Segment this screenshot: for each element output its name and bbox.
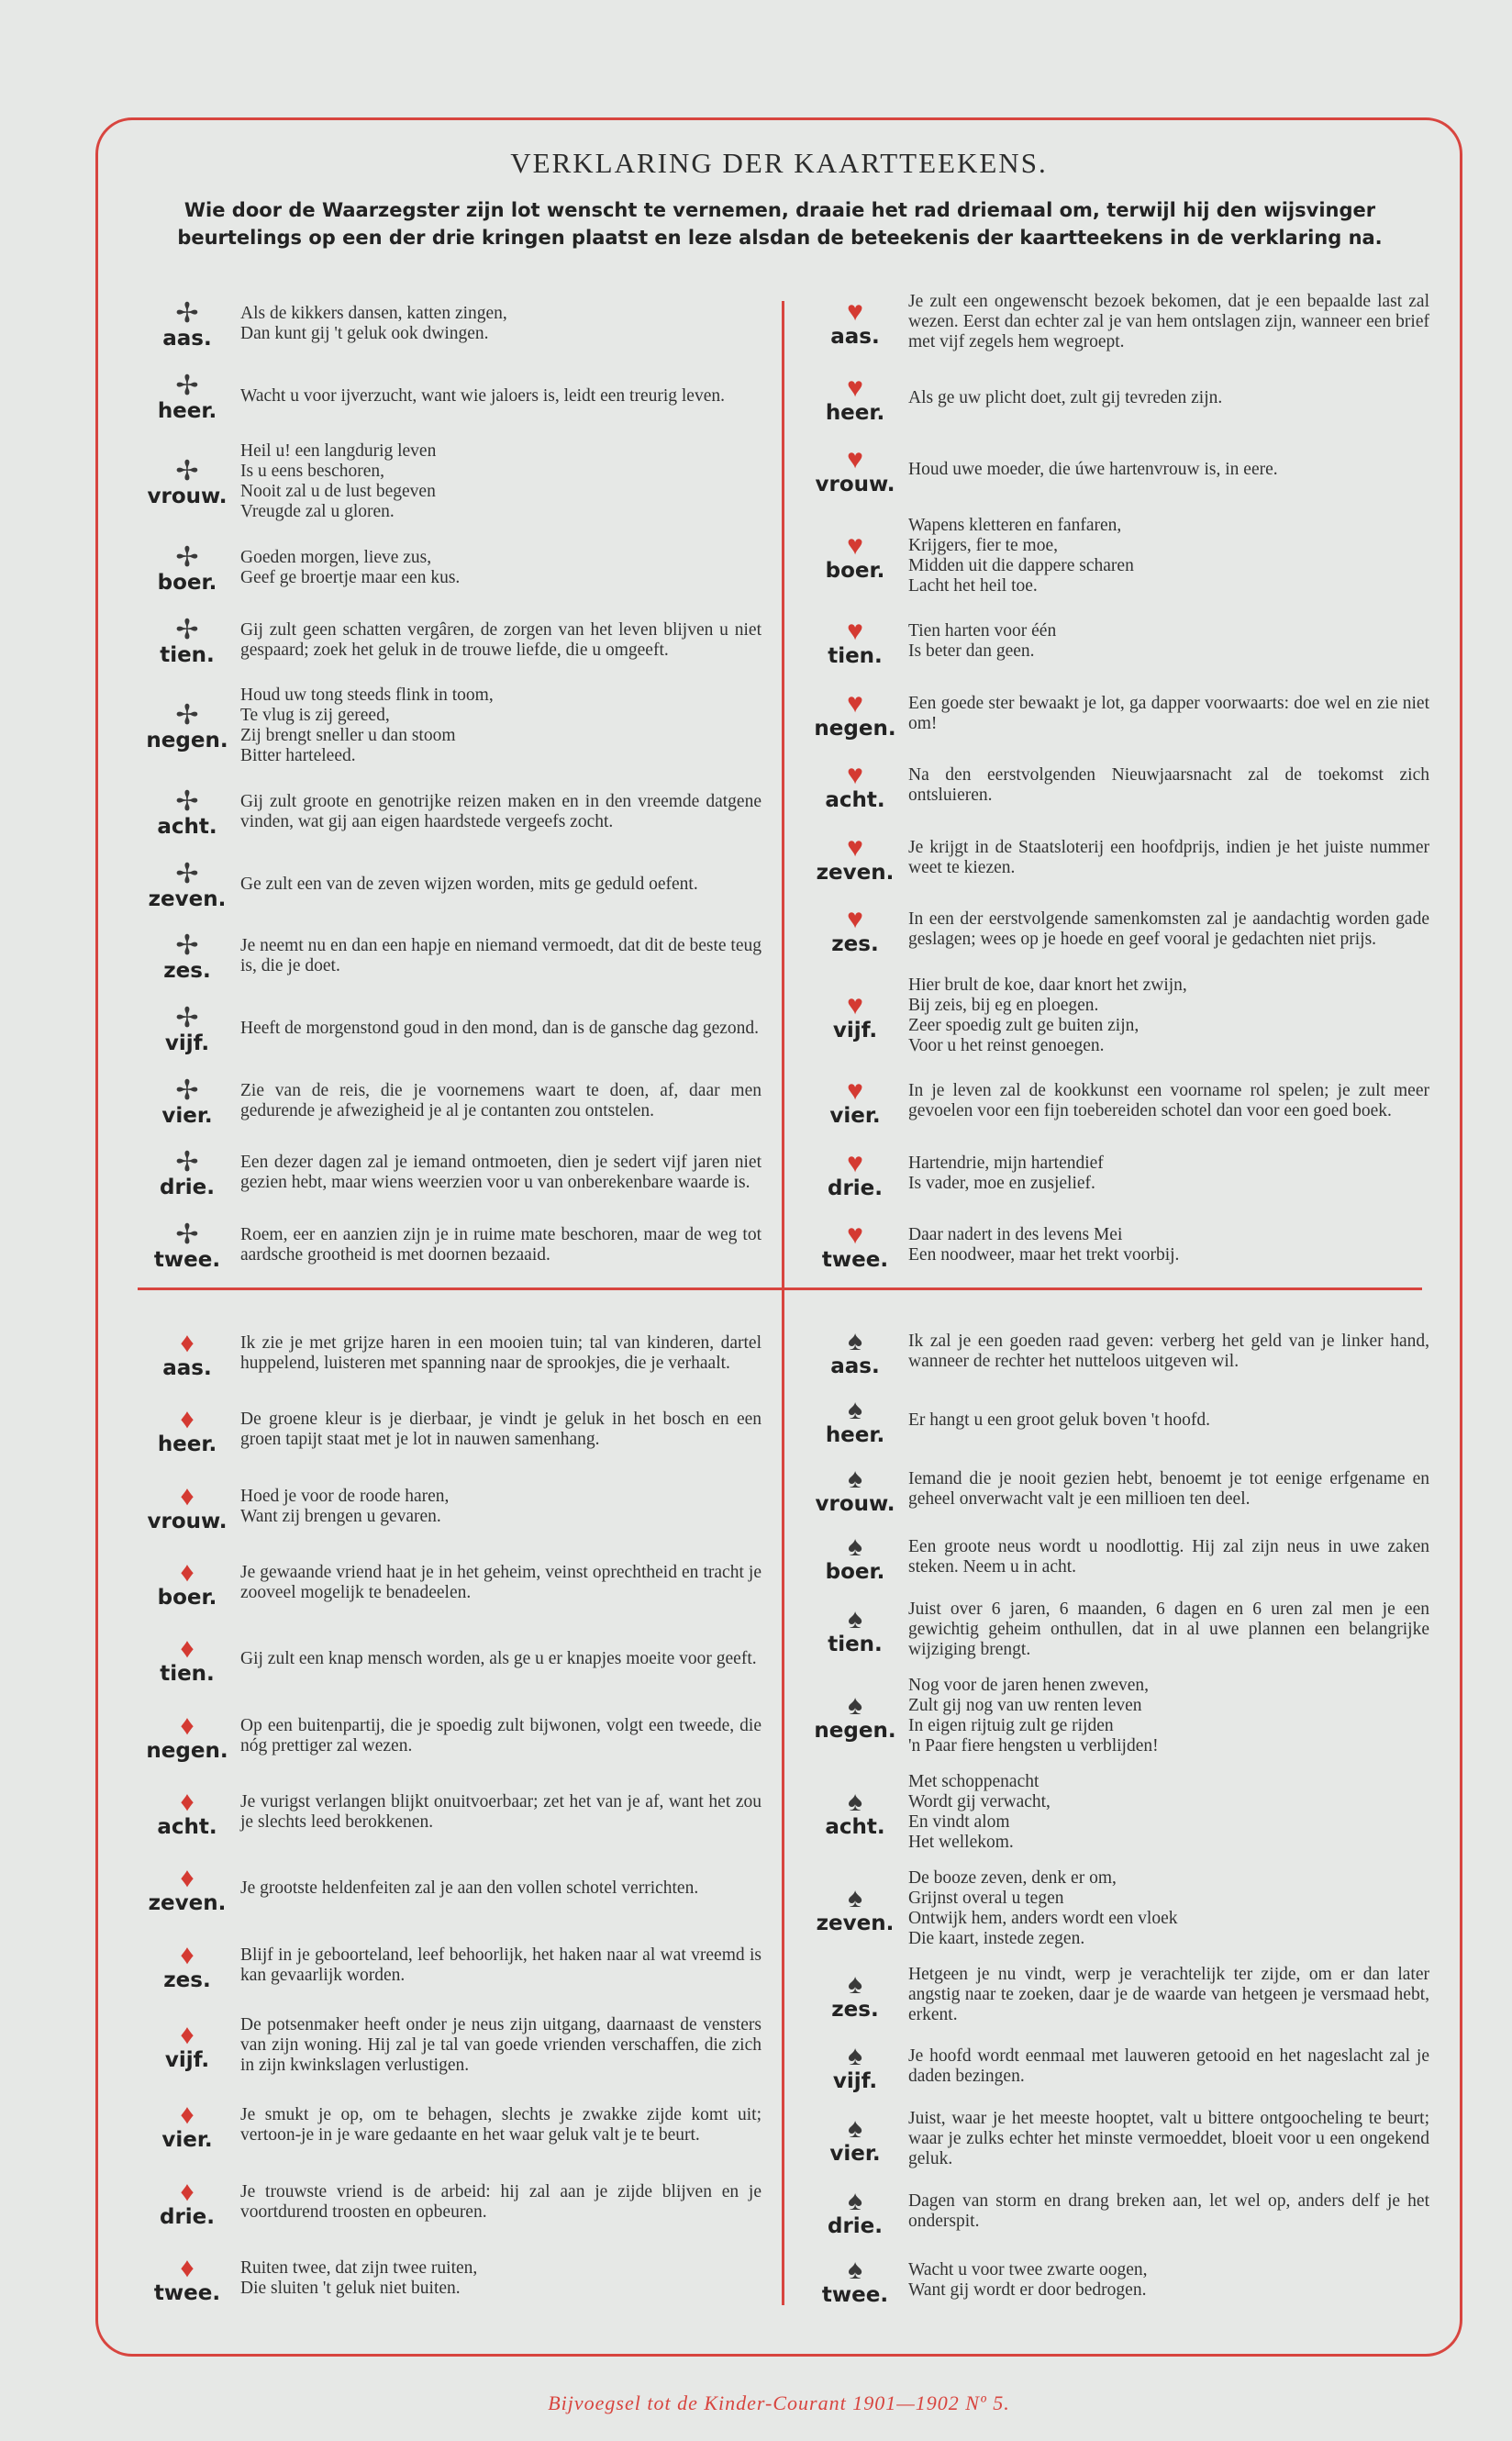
diamonds-icon: ♦ — [180, 2100, 195, 2131]
spades-entry — [806, 1676, 1429, 1756]
page-footer: Bijvoegsel tot de Kinder-Courant 1901—1902 Nº 5. — [548, 2391, 1010, 2414]
fortune-text: Heeft de morgenstond goud in den mond, dan is de gansche dag gezond. — [240, 1018, 760, 1038]
fortune-text: Als ge uw plicht doet, zult gij tevreden zijn. — [908, 387, 1223, 407]
card-rank: boer. — [157, 1585, 217, 1610]
card-rank: tien. — [160, 1662, 215, 1687]
card-rank: tien. — [828, 1633, 883, 1657]
fortune-text: Er hangt u een groot geluk boven 't hoofd. — [908, 1410, 1210, 1430]
card-rank: vier. — [829, 1104, 881, 1128]
card-rank: boer. — [157, 570, 217, 595]
card-label — [806, 1075, 905, 1128]
diamonds-icon: ♦ — [180, 1328, 195, 1358]
spades-icon: ♠ — [848, 1604, 862, 1635]
hearts-entry — [806, 1075, 1429, 1128]
hearts-entry — [806, 831, 1429, 885]
fortune-text: Je smukt je op, om te behagen, slechts je zwakke zijde komt uit; vertoon-je in je ware gedaante en het waar geluk valt je te beurt. — [240, 2105, 762, 2146]
fortune-text: Hier brult de koe, daar knort het zwijn, Bij zeis, bij eg en ploegen. Zeer spoedig zult ge buiten zijn, Voor u het reinst genoegen. — [908, 975, 1187, 1055]
card-rank: drie. — [827, 2214, 884, 2239]
card-label — [138, 1710, 237, 1763]
fortune-text: Hoed je voor de roode haren, Want zij brengen u gevaren. — [240, 1486, 450, 1526]
fortune-text: Op een buitenpartij, die je spoedig zult bijwonen, volgt een tweede, die nóg prettiger zal wezen. — [240, 1715, 762, 1756]
fortune-text: Blijf in je geboorteland, leef behoorlijk, het haken naar al wat vreemd is kan gevaarlijk worden. — [240, 1945, 762, 1985]
diamonds-entry — [138, 1786, 762, 1839]
row-divider — [138, 1287, 1422, 1290]
card-rank: vier. — [161, 2128, 213, 2153]
spades-entry — [806, 2185, 1429, 2238]
clubs-entry — [138, 786, 762, 839]
card-rank: drie. — [159, 1176, 216, 1200]
card-rank: aas. — [830, 1354, 880, 1378]
card-label — [806, 529, 905, 583]
diamonds-icon: ♦ — [180, 1404, 195, 1435]
card-label — [138, 1862, 237, 1915]
card-rank: tien. — [160, 642, 215, 667]
diamonds-entry — [138, 1710, 762, 1763]
card-label — [806, 1325, 905, 1378]
card-rank: twee. — [821, 2282, 889, 2307]
fortune-text: Als de kikkers dansen, katten zingen, Dan kunt gij 't geluk ook dwingen. — [240, 304, 507, 343]
clubs-entry — [138, 370, 762, 423]
fortune-text: Nog voor de jaren henen zweven, Zult gij nog van uw renten leven In eigen rijtuig zult ge rijden 'n Paar fiere hengsten u verblijden! — [908, 1676, 1159, 1756]
hearts-icon: ♥ — [847, 760, 863, 790]
clubs-icon: ✢ — [175, 1002, 199, 1033]
clubs-icon: ✢ — [175, 858, 199, 889]
fortune-text: Goeden morgen, lieve zus, Geef ge broertje maar een kus. — [240, 547, 461, 587]
spades-icon: ♠ — [848, 1326, 862, 1356]
diamonds-icon: ♦ — [180, 1786, 195, 1817]
fortune-text: Je krijgt in de Staatsloterij een hoofdprijs, indien je het juiste nummer weet te kiezen. — [908, 837, 1429, 877]
card-label — [806, 903, 905, 956]
fortune-text: In een der eerstvolgende samenkomsten zal je aandachtig worden gade geslagen; wees op je hoede en geef vooral je gedachten niet prijs. — [908, 909, 1429, 949]
hearts-icon: ♥ — [847, 687, 863, 719]
spades-entry — [806, 1868, 1429, 1949]
fortune-text: Gij zult een knap mensch worden, als ge u er knapjes moeite voor geeft. — [240, 1649, 757, 1669]
card-label — [138, 2252, 237, 2305]
hearts-entry — [806, 372, 1429, 425]
spades-entry — [806, 1965, 1429, 2025]
spades-entry — [806, 1325, 1429, 1378]
card-label — [138, 614, 237, 667]
hearts-icon: ♥ — [847, 372, 863, 403]
spades-entry — [806, 2040, 1429, 2093]
card-label — [806, 687, 905, 741]
card-label — [806, 2040, 905, 2093]
clubs-icon: ✢ — [175, 370, 199, 401]
card-rank: acht. — [157, 814, 217, 839]
card-rank: twee. — [821, 1248, 889, 1272]
fortune-text: Juist, waar je het meeste hooptet, valt u bittere ontgoocheling te beurt; waar je zulks echter het minste vermoeddet, bloeit voor u een ongekend geluk. — [908, 2109, 1429, 2169]
card-rank: vier. — [829, 2142, 881, 2167]
clubs-icon: ✢ — [175, 1147, 199, 1178]
card-rank: heer. — [825, 400, 885, 425]
card-rank: twee. — [153, 2280, 221, 2305]
fortune-text: Je zult een ongewenscht bezoek bekomen, dat je een bepaalde last zal wezen. Eerst dan echter zal je van hem ontslagen zijn, wanneer een brief met vijf zegels hem wegroept. — [908, 292, 1429, 351]
fortune-text: Je vurigst verlangen blijkt onuitvoerbaar; zet het van je af, want het zou je slechts leed berokkenen. — [240, 1791, 762, 1832]
diamonds-entry — [138, 1862, 762, 1915]
clubs-entry — [138, 1075, 762, 1128]
spades-entry — [806, 1463, 1429, 1516]
card-label — [138, 2099, 237, 2152]
fortune-text: Na den eerstvolgenden Nieuwjaarsnacht zal de toekomst zich ontsluieren. — [908, 765, 1429, 805]
spades-icon: ♠ — [848, 2041, 862, 2072]
fortune-text: Ik zal je een goeden raad geven: verberg het geld van je linker hand, wanneer de rechter het nutteloos uitgeven wil. — [908, 1332, 1429, 1371]
fortune-text: Zie van de reis, die je voornemens waart te doen, af, daar men gedurende je afwezigheid je al je contanten zou ontstelen. — [240, 1080, 762, 1120]
card-rank: zeven. — [816, 1911, 895, 1935]
spades-icon: ♠ — [848, 1882, 862, 1913]
fortune-text: Wapens kletteren en fanfaren, Krijgers, fier te moe, Midden uit die dappere scharen Lacht het heil toe. — [908, 515, 1134, 596]
clubs-entry — [138, 441, 762, 522]
diamonds-icon: ♦ — [180, 1480, 195, 1511]
card-rank: zes. — [831, 932, 879, 956]
clubs-icon: ✢ — [175, 786, 199, 817]
card-rank: aas. — [830, 325, 880, 349]
spades-entry — [806, 2254, 1429, 2307]
diamonds-entry — [138, 1480, 762, 1533]
card-rank: heer. — [157, 398, 217, 423]
card-label — [138, 1327, 237, 1380]
card-label — [806, 1882, 905, 1935]
card-label — [806, 295, 905, 349]
card-label — [806, 2112, 905, 2166]
clubs-entry — [138, 541, 762, 595]
fortune-text: Hartendrie, mijn hartendief Is vader, moe en zusjelief. — [908, 1153, 1104, 1193]
spades-entry — [806, 2109, 1429, 2169]
clubs-entry — [138, 858, 762, 911]
diamonds-icon: ♦ — [180, 2252, 195, 2283]
clubs-icon: ✢ — [175, 700, 199, 731]
card-rank: acht. — [157, 1814, 217, 1839]
card-label — [138, 455, 237, 508]
hearts-entry — [806, 975, 1429, 1056]
spades-icon: ♠ — [848, 1968, 862, 2000]
clubs-entry — [138, 297, 762, 351]
clubs-icon: ✢ — [175, 456, 199, 487]
card-label — [806, 372, 905, 425]
clubs-icon: ✢ — [175, 931, 199, 962]
card-label — [806, 831, 905, 885]
hearts-icon: ♥ — [847, 1147, 863, 1178]
card-label — [806, 2185, 905, 2238]
spades-icon: ♠ — [848, 1690, 862, 1722]
card-rank: zes. — [831, 1997, 879, 2022]
card-label — [806, 2254, 905, 2307]
hearts-entry — [806, 615, 1429, 668]
diamonds-icon: ♦ — [180, 2176, 195, 2207]
card-label — [138, 297, 237, 351]
fortune-text: In je leven zal de kookkunst een voorname rol spelen; je zult meer gevoelen voor een fijn toebereiden schotel dan voor een goed boek. — [908, 1081, 1429, 1120]
hearts-entry — [806, 1147, 1429, 1200]
card-label — [806, 1147, 905, 1200]
card-rank: vrouw. — [147, 1509, 228, 1533]
diamonds-icon: ♦ — [180, 1633, 195, 1665]
card-rank: negen. — [146, 729, 228, 753]
clubs-entry — [138, 930, 762, 983]
card-rank: vrouw. — [147, 485, 228, 509]
card-rank: zeven. — [148, 1891, 227, 1916]
card-label — [138, 2019, 237, 2072]
card-rank: aas. — [162, 1356, 212, 1380]
fortune-text: Je grootste heldenfeiten zal je aan den vollen schotel verrichten. — [240, 1878, 699, 1899]
card-label — [806, 443, 905, 496]
card-label — [138, 1403, 237, 1456]
card-rank: zeven. — [148, 886, 227, 911]
spades-icon: ♠ — [848, 2186, 862, 2217]
card-label — [138, 370, 237, 423]
card-label — [806, 1463, 905, 1516]
card-label — [138, 699, 237, 752]
card-label — [806, 1531, 905, 1584]
card-rank: acht. — [825, 788, 885, 812]
clubs-section — [138, 297, 762, 1272]
fortune-text: Ge zult een van de zeven wijzen worden, mits ge geduld oefent. — [240, 874, 698, 894]
clubs-entry — [138, 1219, 762, 1272]
card-label — [138, 1146, 237, 1199]
spades-entry — [806, 1772, 1429, 1853]
spades-section — [806, 1325, 1429, 2307]
hearts-entry — [806, 687, 1429, 741]
card-rank: boer. — [825, 1560, 885, 1585]
card-label — [138, 1002, 237, 1055]
hearts-icon: ♥ — [847, 989, 863, 1020]
diamonds-entry — [138, 1939, 762, 1992]
spades-icon: ♠ — [848, 2254, 862, 2285]
clubs-entry — [138, 1146, 762, 1199]
fortune-text: Iemand die je nooit gezien hebt, benoemt je tot eenige erfgename en geheel onverwacht valt je een millioen ten deel. — [908, 1468, 1429, 1509]
hearts-entry — [806, 1219, 1429, 1272]
card-rank: vrouw. — [815, 1491, 895, 1516]
card-label — [138, 786, 237, 839]
diamonds-entry — [138, 1403, 762, 1456]
fortune-text: Hetgeen je nu vindt, werp je verachtelijk ter zijde, om er dan later angstig naar te zoeken, daar je de waarde van hetgeen je versmaad hebt, erkent. — [908, 1964, 1429, 2024]
hearts-icon: ♥ — [847, 616, 863, 646]
card-label — [806, 989, 905, 1042]
card-rank: aas. — [162, 327, 212, 351]
hearts-icon: ♥ — [847, 444, 863, 474]
card-rank: heer. — [157, 1432, 217, 1457]
fortune-text: Je trouwste vriend is de arbeid: hij zal aan je zijde blijven en je voortdurend troosten en opbeuren. — [240, 2181, 762, 2222]
clubs-icon: ✢ — [175, 298, 199, 329]
card-label — [806, 615, 905, 668]
diamonds-entry — [138, 2252, 762, 2305]
fortune-text: Je hoofd wordt eenmaal met lauweren getooid en het nageslacht zal je daden bezingen. — [908, 2046, 1429, 2087]
card-rank: vier. — [161, 1103, 213, 1128]
fortune-text: Gij zult geen schatten vergâren, de zorgen van het leven blijven u niet gespaard; zoek het geluk in de trouwe liefde, die u omgeeft. — [240, 619, 762, 660]
card-rank: tien. — [828, 644, 883, 668]
diamonds-icon: ♦ — [180, 1939, 195, 1970]
fortune-text: Gij zult groote en genotrijke reizen maken en in den vreemde datgene vinden, wat gij aan eigen haardstede vergeefs zocht. — [240, 791, 762, 831]
card-label — [138, 1786, 237, 1839]
fortune-text: Houd uw tong steeds flink in toom, Te vlug is zij gereed, Zij brengt sneller u dan stoom Bitter harteleed. — [240, 685, 494, 766]
hearts-icon: ♥ — [847, 1076, 863, 1106]
card-label — [138, 1939, 237, 1992]
card-label — [138, 541, 237, 595]
spades-icon: ♠ — [848, 2113, 862, 2145]
fortune-text: Een dezer dagen zal je iemand ontmoeten, dien je sedert vijf jaren niet gezien hebt, maar wiens weerzien voor u van onberekenbare waarde is. — [240, 1153, 762, 1193]
diamonds-entry — [138, 1633, 762, 1686]
fortune-text: Juist over 6 jaren, 6 maanden, 6 dagen en 6 uren zal men je een gewichtig geheim onthullen, dat in al uwe plannen een belangrijke wijziging brengt. — [908, 1599, 1429, 1660]
fortune-text: Roem, eer en aanzien zijn je in ruime mate beschoren, maar de weg tot aardsche grootheid is met doornen bezaaid. — [240, 1224, 762, 1265]
clubs-icon: ✢ — [175, 541, 199, 573]
hearts-icon: ♥ — [847, 1220, 863, 1250]
clubs-entry — [138, 614, 762, 667]
hearts-entry — [806, 443, 1429, 496]
hearts-section — [806, 292, 1429, 1272]
card-label — [138, 1556, 237, 1610]
card-rank: heer. — [825, 1422, 885, 1447]
card-rank: zeven. — [816, 860, 895, 885]
fortune-text: Wacht u voor twee zwarte oogen, Want gij wordt er door bedrogen. — [908, 2259, 1148, 2300]
hearts-icon: ♥ — [847, 296, 863, 327]
clubs-icon: ✢ — [175, 1075, 199, 1106]
hearts-entry — [806, 903, 1429, 956]
diamonds-entry — [138, 2015, 762, 2076]
fortune-text: Ruiten twee, dat zijn twee ruiten, Die sluiten 't geluk niet buiten. — [240, 2257, 478, 2298]
spades-icon: ♠ — [848, 1463, 862, 1494]
diamonds-entry — [138, 1556, 762, 1610]
card-label — [138, 858, 237, 911]
diamonds-icon: ♦ — [180, 1556, 195, 1588]
hearts-entry — [806, 292, 1429, 352]
card-rank: negen. — [814, 716, 896, 741]
card-label — [138, 930, 237, 983]
card-label — [806, 1968, 905, 2022]
hearts-icon: ♥ — [847, 831, 863, 863]
fortune-text: Daar nadert in des levens Mei Een noodweer, maar het trekt voorbij. — [908, 1225, 1180, 1265]
fortune-text: De booze zeven, denk er om, Grijnst overal u tegen Ontwijk hem, anders wordt een vloek Die kaart, instede zegen. — [908, 1867, 1178, 1948]
spades-entry — [806, 1599, 1429, 1660]
card-rank: zes. — [163, 1967, 211, 1992]
hearts-icon: ♥ — [847, 904, 863, 934]
card-rank: vijf. — [164, 2047, 210, 2072]
fortune-text: Een groote neus wordt u noodlottig. Hij zal zijn neus in uwe zaken steken. Neem u in acht. — [908, 1537, 1429, 1577]
diamonds-section — [138, 1327, 762, 2305]
card-rank: acht. — [825, 1814, 885, 1839]
spades-entry — [806, 1394, 1429, 1447]
card-label — [138, 1075, 237, 1128]
fortune-text: De potsenmaker heeft onder je neus zijn uitgang, daarnaast de vensters van zijn woning. Hij zal je tal van goede vrienden verschaffen, die zich in zijn kwinkslagen verlustigen. — [240, 2014, 762, 2075]
diamonds-entry — [138, 2099, 762, 2152]
hearts-icon: ♥ — [847, 529, 863, 561]
column-divider — [782, 301, 784, 2305]
fortune-text: Je neemt nu en dan een hapje en niemand vermoedt, dat dit de beste teug is, die je doet. — [240, 936, 762, 976]
card-rank: boer. — [825, 558, 885, 583]
diamonds-entry — [138, 1327, 762, 1380]
card-label — [806, 1786, 905, 1839]
card-label — [806, 759, 905, 812]
card-rank: drie. — [827, 1176, 884, 1200]
diamonds-icon: ♦ — [180, 2019, 195, 2050]
card-rank: vijf. — [164, 1031, 210, 1055]
fortune-text: Je gewaande vriend haat je in het geheim, veinst oprechtheid en tracht je zooveel mogelijk te benadeelen. — [240, 1562, 762, 1602]
spades-icon: ♠ — [848, 1786, 862, 1817]
fortune-text: Wacht u voor ijverzucht, want wie jaloers is, leidt een treurig leven. — [240, 385, 725, 406]
card-label — [806, 1603, 905, 1656]
card-label — [806, 1394, 905, 1447]
card-rank: drie. — [159, 2204, 216, 2229]
fortune-text: Houd uwe moeder, die úwe hartenvrouw is, in eere. — [908, 460, 1278, 479]
fortune-text: De groene kleur is je dierbaar, je vindt je geluk in het bosch en een groen tapijt staat met je lot in nauwen samenhang. — [240, 1410, 762, 1450]
card-rank: negen. — [814, 1719, 896, 1744]
card-label — [138, 1633, 237, 1686]
diamonds-entry — [138, 2176, 762, 2229]
card-rank: vijf. — [832, 1018, 878, 1042]
instructions: Wie door de Waarzegster zijn lot wenscht te vernemen, draaie het rad driemaal om, terwijl hij den wijsvinger beurtelings op een der drie kringen plaatst en leze alsdan de beteekenis der kaartteekens in de verklaring na. — [177, 199, 1383, 249]
spades-entry — [806, 1531, 1429, 1584]
fortune-text: Tien harten voor één Is beter dan geen. — [908, 621, 1057, 661]
fortune-text: Dagen van storm en drang breken aan, let wel op, anders delf je het onderspit. — [908, 2191, 1429, 2232]
card-label — [806, 1219, 905, 1272]
hearts-entry — [806, 516, 1429, 596]
hearts-entry — [806, 759, 1429, 812]
fortune-text: Heil u! een langdurig leven Is u eens beschoren, Nooit zal u de lust begeven Vreugde zal u gloren. — [240, 441, 437, 522]
spades-icon: ♠ — [848, 1394, 862, 1425]
card-label — [806, 1689, 905, 1743]
fortune-text: Met schoppenacht Wordt gij verwacht, En vindt alom Het wellekom. — [908, 1771, 1051, 1852]
card-rank: vijf. — [832, 2069, 878, 2094]
fortune-text: Een goede ster bewaakt je lot, ga dapper voorwaarts: doe wel en zie niet om! — [908, 693, 1429, 733]
clubs-icon: ✢ — [175, 1219, 199, 1250]
clubs-icon: ✢ — [175, 614, 199, 645]
clubs-entry — [138, 685, 762, 766]
page-title: VERKLARING DER KAARTTEEKENS. — [510, 147, 1048, 179]
clubs-entry — [138, 1002, 762, 1055]
card-rank: twee. — [153, 1247, 221, 1272]
diamonds-icon: ♦ — [180, 1863, 195, 1894]
card-label — [138, 1480, 237, 1533]
spades-icon: ♠ — [848, 1532, 862, 1563]
card-rank: vrouw. — [815, 473, 895, 496]
diamonds-icon: ♦ — [180, 1710, 195, 1741]
card-label — [138, 1219, 237, 1272]
card-label — [138, 2176, 237, 2229]
card-rank: zes. — [163, 959, 211, 984]
fortune-text: Ik zie je met grijze haren in een mooien tuin; tal van kinderen, dartel huppelend, luisteren met spanning naar de sprookjes, die je verhaalt. — [240, 1333, 762, 1373]
card-rank: negen. — [146, 1738, 228, 1763]
